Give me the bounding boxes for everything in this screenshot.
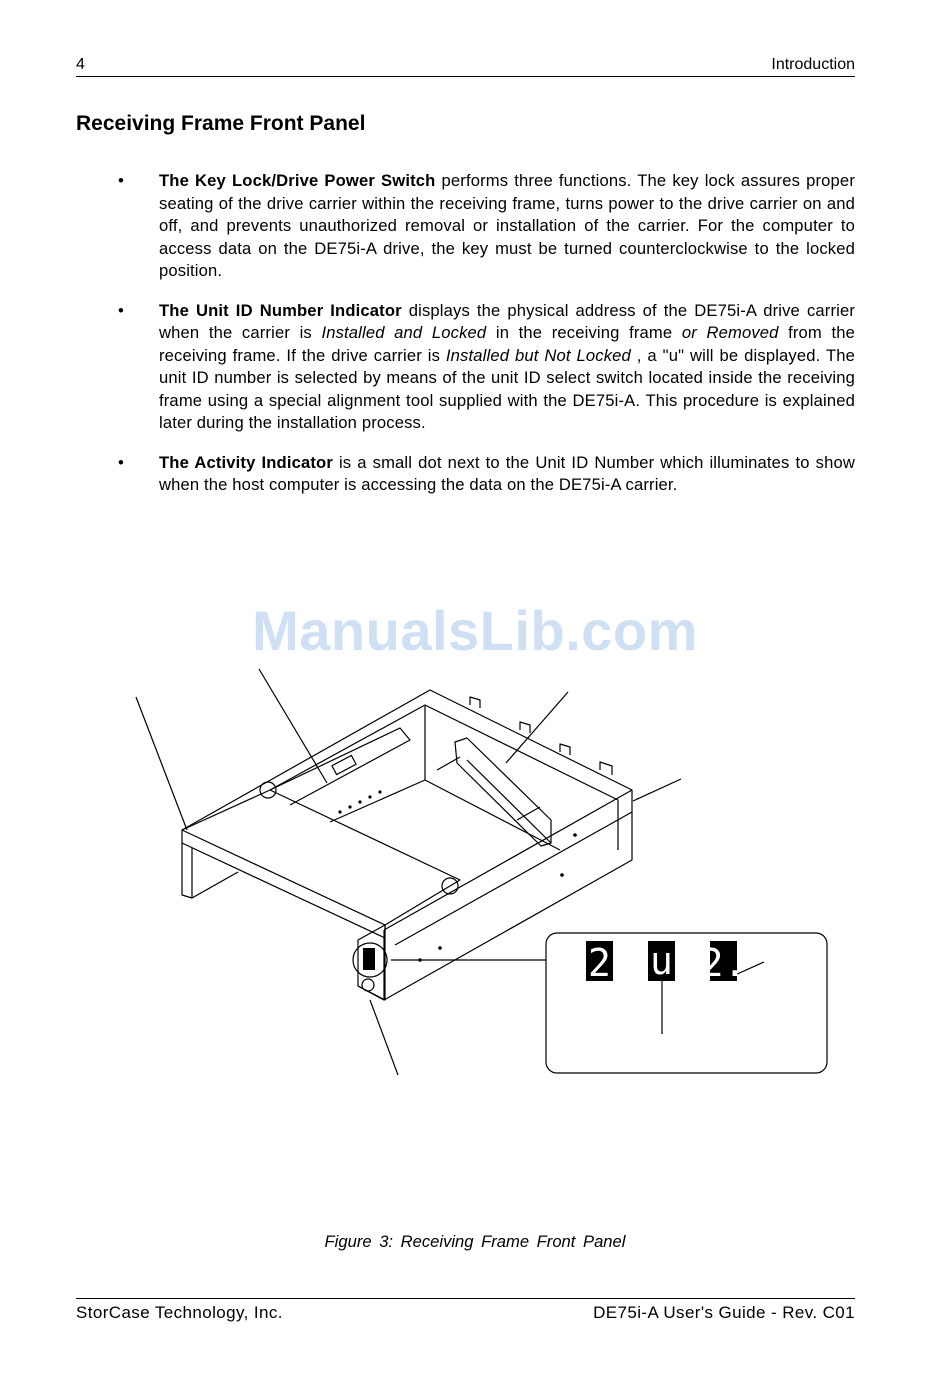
- side-hole: [418, 958, 422, 962]
- footer-company: StorCase Technology, Inc.: [76, 1303, 283, 1322]
- bullet-dot: •: [118, 171, 124, 190]
- rear-connector: [455, 738, 551, 846]
- bullet-term: The Key Lock/Drive Power Switch: [159, 171, 436, 190]
- page-number: 4: [76, 56, 85, 73]
- callout-line-switch: [259, 669, 327, 783]
- bullet-list: [118, 170, 855, 514]
- bullet-italic: Installed but Not Locked: [445, 345, 631, 365]
- bullet-term: The Activity Indicator: [159, 452, 333, 472]
- frame-inner-left: [270, 705, 425, 790]
- bullet-text: displays the physical address of the DE75i-A drive carrier when the carrier is: [159, 300, 856, 342]
- footer-document-title: DE75i-A User's Guide - Rev. C01: [593, 1303, 855, 1322]
- back-tab: [520, 722, 530, 733]
- section-name: Introduction: [771, 56, 855, 73]
- bullet-text: from the receiving frame. If the drive carrier is: [159, 323, 855, 365]
- frame-side: [384, 790, 632, 930]
- screw: [260, 782, 276, 798]
- display-digit: u: [650, 939, 673, 983]
- bullet-dot: •: [118, 300, 124, 320]
- vent-hole: [338, 810, 341, 813]
- back-tab: [600, 762, 612, 775]
- vent-hole: [348, 805, 351, 808]
- bullet-text: performs three functions. The key lock assures proper seating of the drive carrier within the receiving frame, turns power to the drive carrier on and off, and prevents unauthorized removal or installation of the carrier. For the computer to access data on the DE75i-A drive, the key must be turned counterclockwise to the locked position.: [159, 171, 855, 280]
- bullet-italic: Installed and Locked: [321, 323, 487, 342]
- bullet-activity: [118, 452, 855, 497]
- display-window: [363, 948, 375, 970]
- side-hole: [560, 873, 564, 877]
- bullet-text: is a small dot next to the Unit ID Number which illuminates to show when the host computer is accessing the data on the DE75i-A carrier.: [159, 452, 856, 494]
- seven-segment-displays: [586, 939, 746, 985]
- frame-inner-back: [425, 705, 618, 850]
- figure-caption: Figure 3: Receiving Frame Front Panel: [324, 1232, 626, 1251]
- callout-line-connector: [506, 692, 568, 763]
- key-lock: [362, 979, 374, 991]
- bullet-italic: or Removed: [681, 323, 779, 342]
- watermark: ManualsLib.com: [252, 599, 698, 662]
- crossbar: [270, 728, 410, 805]
- page-header: [76, 56, 855, 77]
- bullet-text: in the receiving frame: [486, 323, 682, 342]
- back-tab: [560, 744, 570, 755]
- display-digit: 2.: [700, 941, 747, 985]
- frame-side-lip: [395, 812, 632, 945]
- vent-hole: [358, 800, 361, 803]
- bezel-bracket: [182, 843, 192, 898]
- side-hole: [438, 946, 442, 950]
- guide-pin: [437, 757, 460, 770]
- display-digit: 2: [588, 941, 611, 985]
- back-tab: [470, 697, 480, 708]
- front-bezel-top: [182, 790, 460, 925]
- bullet-text: , a "u" will be displayed. The unit ID number is selected by means of the unit ID select switch located inside the receiving frame using a special alignment tool supplied with the DE75i-A. This procedure is explained later during the installation process.: [159, 345, 855, 432]
- vent-hole: [368, 795, 371, 798]
- bullet-key-lock: [118, 170, 855, 283]
- page-footer: [76, 1298, 855, 1322]
- callout-line-right: [633, 779, 681, 801]
- callout-line-left: [136, 697, 187, 830]
- bullet-dot: •: [118, 452, 124, 472]
- section-title: Receiving Frame Front Panel: [76, 112, 366, 135]
- bullet-term: The Unit ID Number Indicator: [159, 300, 402, 320]
- bullet-unit-id: [118, 300, 855, 435]
- front-bezel: [182, 830, 385, 938]
- receiving-frame-figure: [0, 660, 950, 1090]
- side-hole: [573, 833, 577, 837]
- callout-line-key: [370, 1000, 398, 1075]
- vent-hole: [378, 790, 381, 793]
- bezel-bracket-side: [192, 872, 238, 898]
